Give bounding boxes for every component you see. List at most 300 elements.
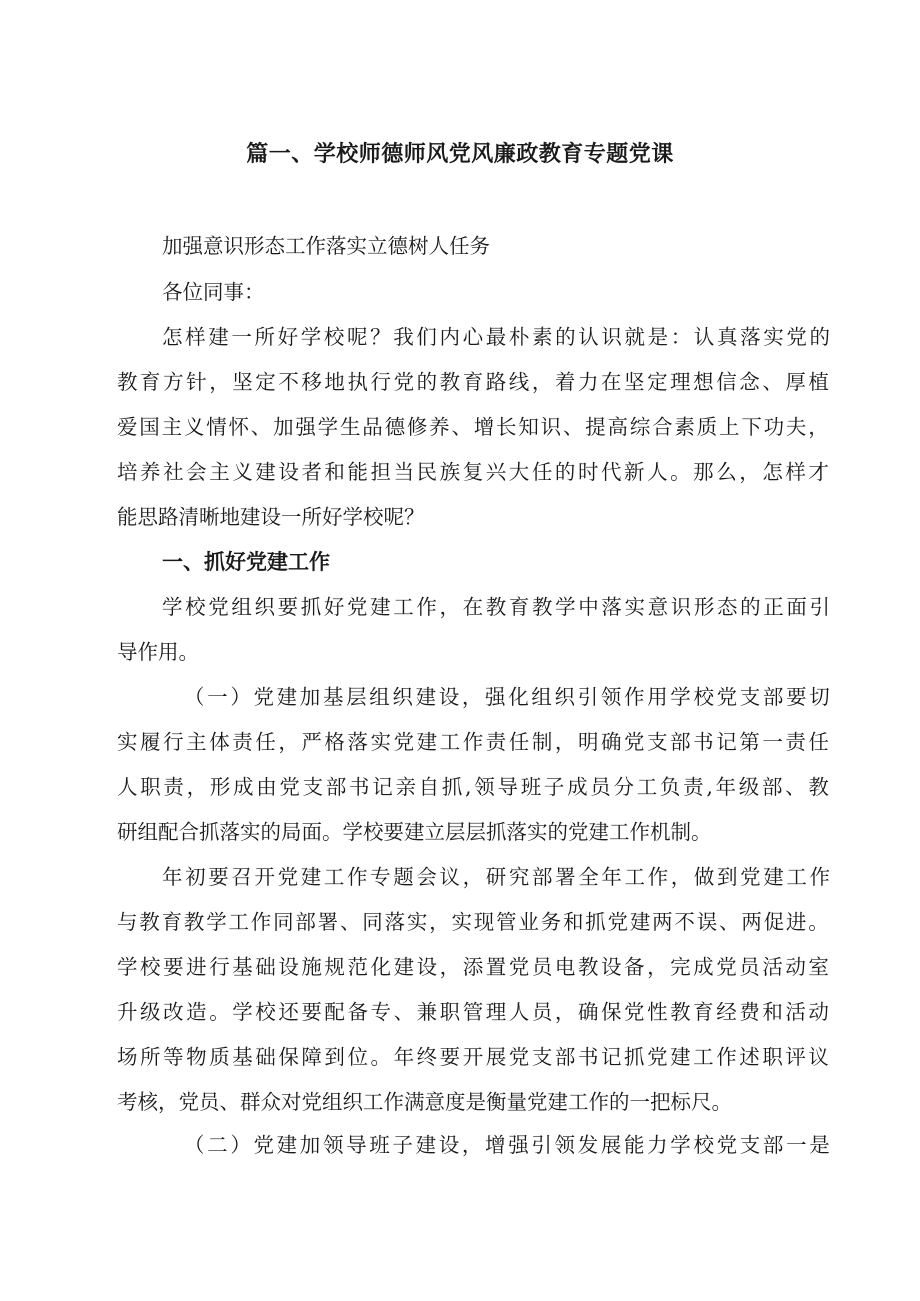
text-char: 学 — [232, 1000, 253, 1024]
text-char: 综 — [629, 415, 651, 439]
text-char: 基 — [232, 1045, 253, 1069]
paragraph-4-line-1 — [162, 862, 830, 892]
text-char: 年 — [601, 865, 622, 889]
text-char: 建 — [629, 910, 651, 934]
text-char: 要 — [786, 685, 807, 709]
text-char: 责 — [163, 775, 184, 799]
text-char: 教 — [183, 910, 205, 934]
text-char: 严 — [301, 730, 322, 754]
text-char: 配 — [324, 1000, 345, 1024]
text-char: 强 — [485, 685, 506, 709]
text-char: 义 — [232, 460, 253, 484]
text-char: 和 — [324, 460, 345, 484]
text-char: 。 — [670, 460, 691, 484]
text-char: 学 — [317, 415, 339, 439]
text-char: 知 — [518, 415, 539, 439]
text-char: 抓 — [624, 1045, 645, 1069]
text-char: （ — [184, 1133, 205, 1157]
text-char: 意 — [647, 595, 669, 619]
text-char: ， — [531, 370, 553, 394]
text-char: 领 — [554, 1133, 575, 1157]
text-char: 我 — [393, 325, 414, 349]
text-char: 实 — [624, 595, 645, 619]
text-char: 能 — [623, 1133, 645, 1157]
text-char: 一 — [762, 730, 783, 754]
text-char: 规 — [324, 955, 345, 979]
text-char: 任 — [808, 730, 829, 754]
text-char: 学 — [670, 1133, 691, 1157]
text-char: 建 — [276, 685, 298, 709]
text-char: 学 — [555, 595, 576, 619]
text-char: 党 — [277, 865, 299, 889]
text-char: ， — [670, 865, 692, 889]
text-char: 落 — [601, 595, 622, 619]
text-char: 责 — [485, 730, 507, 754]
text-char: 两 — [741, 910, 762, 934]
text-char: 怎 — [162, 325, 183, 349]
paragraph-4-line-2 — [117, 907, 829, 937]
text-char: 党 — [393, 370, 415, 394]
text-char: 等 — [163, 1045, 184, 1069]
text-char: 作 — [809, 865, 830, 889]
text-char: 所 — [254, 325, 275, 349]
text-char: 织 — [392, 685, 413, 709]
text-char: 党 — [647, 1045, 668, 1069]
text-char: 支 — [739, 1133, 761, 1157]
text-char: 不 — [278, 370, 299, 394]
text-char: 任 — [508, 730, 530, 754]
text-char: 级 — [738, 775, 760, 799]
text-char: 员 — [531, 1000, 553, 1024]
text-char: 抓 — [300, 595, 322, 619]
document-title: 篇一、学校师德师风党风廉政教育专题党课 — [246, 142, 674, 167]
text-char: 记 — [716, 730, 737, 754]
text-char: 人 — [508, 1000, 530, 1024]
text-char: 子 — [543, 775, 565, 799]
text-char: 、 — [250, 415, 272, 439]
text-char: 员 — [531, 955, 553, 979]
text-char: 作 — [623, 685, 645, 709]
text-char: 复 — [462, 460, 484, 484]
text-char: 要 — [277, 595, 299, 619]
text-char: 定 — [255, 370, 276, 394]
paragraph-4-line-5 — [117, 1042, 829, 1072]
greeting: 各位同事： — [162, 280, 265, 304]
text-char: 学 — [206, 910, 227, 934]
text-char: 校 — [693, 685, 714, 709]
text-char: 管 — [496, 910, 517, 934]
text-char: 支 — [739, 685, 761, 709]
text-char: 位 — [347, 1045, 368, 1069]
text-char: 才 — [808, 460, 829, 484]
text-char: 主 — [161, 415, 183, 439]
text-char: 养 — [140, 460, 161, 484]
text-char: 二 — [207, 1133, 228, 1157]
text-char: 员 — [590, 775, 611, 799]
text-char: 完 — [670, 955, 691, 979]
text-char: 履 — [140, 730, 161, 754]
text-char: 学 — [670, 685, 691, 709]
text-char: 实 — [117, 730, 138, 754]
text-char: 社 — [163, 460, 184, 484]
text-char: 置 — [485, 955, 507, 979]
text-char: 校 — [185, 595, 206, 619]
text-char: 添 — [462, 955, 484, 979]
text-char: 工 — [393, 595, 414, 619]
text-char: 班 — [369, 1133, 390, 1157]
text-char: 第 — [739, 730, 760, 754]
text-char: 同 — [362, 910, 383, 934]
text-char: 党 — [624, 1000, 645, 1024]
text-char: 实 — [370, 730, 392, 754]
text-char: 定 — [647, 370, 668, 394]
text-char: ， — [209, 370, 230, 394]
text-char: 级 — [140, 1000, 161, 1024]
text-char: 、 — [393, 1000, 415, 1024]
text-char: 情 — [206, 415, 227, 439]
text-char: 两 — [652, 910, 673, 934]
text-char: 能 — [347, 460, 368, 484]
text-char: ） — [230, 685, 251, 709]
text-char: 引 — [531, 1133, 552, 1157]
text-char: 作 — [416, 595, 437, 619]
text-char: 着 — [554, 370, 576, 394]
text-char: 地 — [324, 370, 345, 394]
text-char: 针 — [186, 370, 207, 394]
text-char: 层 — [346, 685, 367, 709]
text-char: 自 — [418, 775, 440, 799]
text-char: 会 — [186, 460, 207, 484]
text-char: 专 — [370, 1000, 392, 1024]
text-char: ， — [461, 1133, 483, 1157]
text-char: 专 — [370, 865, 391, 889]
text-char: 移 — [301, 370, 322, 394]
text-char: 建 — [415, 685, 437, 709]
text-char: 初 — [185, 865, 206, 889]
text-char: 兼 — [416, 1000, 438, 1024]
text-char: 评 — [785, 1045, 806, 1069]
document-subtitle: 加强意识形态工作落实立德树人任务 — [162, 234, 490, 258]
text-char: 育 — [693, 1000, 714, 1024]
section-1-heading: 一、抓好党建工作 — [162, 550, 330, 574]
text-char: 工 — [693, 1045, 714, 1069]
text-char: 念 — [739, 370, 760, 394]
text-char: 务 — [540, 910, 562, 934]
text-char: 落 — [384, 910, 406, 934]
text-char: 全 — [578, 865, 599, 889]
text-char: 班 — [520, 775, 542, 799]
text-char: 培 — [117, 460, 138, 484]
text-char: 和 — [562, 910, 584, 934]
text-char: 职 — [439, 1000, 461, 1024]
text-char: 就 — [624, 325, 645, 349]
text-char: 加 — [299, 1133, 321, 1157]
text-char: 校 — [323, 325, 345, 349]
paragraph-2-line-1 — [162, 592, 830, 622]
text-char: 实 — [763, 325, 784, 349]
text-char: 想 — [693, 370, 714, 394]
text-char: 育 — [140, 370, 161, 394]
text-char: 展 — [485, 1045, 507, 1069]
text-char: 上 — [719, 415, 740, 439]
text-char: 责 — [785, 730, 806, 754]
text-char: 织 — [254, 595, 275, 619]
text-char: 校 — [140, 955, 161, 979]
text-char: 质 — [209, 1045, 230, 1069]
text-char: 学 — [117, 955, 138, 979]
text-char: 教 — [117, 370, 138, 394]
text-char: 保 — [600, 1000, 622, 1024]
text-char: 行 — [209, 955, 230, 979]
text-char: 教 — [670, 1000, 691, 1024]
text-char: 明 — [577, 730, 599, 754]
text-char: 体 — [209, 730, 230, 754]
text-char: 署 — [317, 910, 339, 934]
text-char: 开 — [254, 865, 275, 889]
text-char: 怀 — [228, 415, 249, 439]
text-char: 党 — [716, 955, 737, 979]
text-char: 样 — [185, 325, 206, 349]
text-char: 党 — [716, 685, 738, 709]
text-char: 领 — [600, 685, 622, 709]
text-char: 场 — [117, 1045, 138, 1069]
text-char: 好 — [323, 595, 345, 619]
text-char: ， — [739, 460, 760, 484]
paragraph-3-line-1 — [184, 682, 830, 712]
text-char: 和 — [762, 1000, 783, 1024]
text-char: 年 — [393, 1045, 415, 1069]
text-char: 一 — [231, 325, 252, 349]
text-char: 工 — [636, 775, 658, 799]
text-char: 部 — [762, 685, 784, 709]
text-char: 爱 — [117, 415, 138, 439]
text-char: 校 — [255, 1000, 276, 1024]
text-char: 议 — [808, 1045, 829, 1069]
text-char: 工 — [624, 865, 645, 889]
text-char: 任 — [255, 730, 276, 754]
text-char: 代 — [600, 460, 622, 484]
text-char: 加 — [273, 415, 294, 439]
text-char: 担 — [370, 460, 392, 484]
text-char: 书 — [693, 730, 714, 754]
text-char: 升 — [117, 1000, 138, 1024]
text-char: 作 — [462, 730, 484, 754]
text-char: 线 — [508, 370, 530, 394]
text-char: 发 — [577, 1133, 599, 1157]
text-char: 到 — [324, 1045, 345, 1069]
text-char: 厚 — [785, 370, 806, 394]
text-char: 育 — [161, 910, 183, 934]
text-char: 心 — [462, 325, 484, 349]
text-char: 党 — [624, 730, 645, 754]
text-char: 动 — [785, 955, 806, 979]
text-char: 么 — [716, 460, 737, 484]
text-char: 组 — [231, 595, 252, 619]
text-char: 一 — [786, 1133, 807, 1157]
text-char: 党 — [508, 1045, 530, 1069]
text-char: 路 — [485, 370, 507, 394]
text-char: 记 — [600, 1045, 622, 1069]
text-char: 的 — [740, 595, 761, 619]
text-char: 的 — [809, 325, 830, 349]
text-char: 物 — [186, 1045, 207, 1069]
text-char: 成 — [233, 775, 254, 799]
text-char: 强 — [508, 1133, 529, 1157]
paragraph-5-line-1 — [184, 1130, 830, 1160]
text-char: 误 — [696, 910, 718, 934]
paragraph-1-line-2 — [117, 367, 829, 397]
text-char: 高 — [607, 415, 629, 439]
text-char: 基 — [232, 955, 253, 979]
text-char: 教 — [808, 775, 829, 799]
text-char: 、 — [719, 910, 740, 934]
text-char: 德 — [384, 415, 406, 439]
text-char: 支 — [531, 1045, 553, 1069]
text-char: ） — [230, 1133, 251, 1157]
text-char: 业 — [518, 910, 539, 934]
text-char: 引 — [809, 595, 830, 619]
text-char: 增 — [485, 1133, 506, 1157]
text-char: 研 — [485, 865, 507, 889]
text-char: 党 — [347, 595, 368, 619]
text-char: 究 — [508, 865, 530, 889]
text-char: 义 — [183, 415, 205, 439]
text-char: 认 — [578, 325, 599, 349]
text-char: 夫 — [785, 415, 807, 439]
text-char: , — [706, 775, 713, 799]
text-char: 议 — [439, 865, 460, 889]
text-char: 、 — [562, 415, 584, 439]
text-char: 领 — [474, 775, 495, 799]
text-char: 素 — [532, 325, 553, 349]
text-char: 设 — [438, 685, 460, 709]
text-char: 、 — [785, 775, 806, 799]
text-char: 记 — [372, 775, 393, 799]
paragraph-3-line-2 — [117, 727, 829, 757]
text-char: 书 — [349, 775, 370, 799]
text-char: 行 — [370, 370, 392, 394]
text-char: 大 — [508, 460, 530, 484]
text-char: 设 — [416, 955, 438, 979]
text-char: 方 — [163, 370, 184, 394]
text-char: 部 — [670, 730, 691, 754]
text-char: 实 — [451, 910, 472, 934]
text-char: 的 — [416, 370, 438, 394]
text-char: 导 — [497, 775, 518, 799]
text-char: 制 — [531, 730, 553, 754]
text-char: ， — [462, 865, 484, 889]
text-char: 化 — [508, 685, 529, 709]
text-char: 那 — [693, 460, 714, 484]
text-char: 切 — [809, 685, 830, 709]
text-char: 同 — [273, 910, 294, 934]
text-char: 部 — [761, 775, 783, 799]
text-char: 础 — [255, 1045, 276, 1069]
text-char: 还 — [278, 1000, 299, 1024]
text-char: 信 — [716, 370, 737, 394]
text-char: 内 — [439, 325, 460, 349]
text-char: 时 — [577, 460, 599, 484]
text-char: 怎 — [762, 460, 783, 484]
text-char: 格 — [324, 730, 345, 754]
paragraph-4-line-4 — [117, 997, 829, 1027]
text-char: 用 — [647, 685, 668, 709]
text-char: 教 — [139, 910, 160, 934]
text-char: 党 — [253, 685, 274, 709]
text-char: 设 — [278, 460, 299, 484]
text-char: 基 — [322, 685, 344, 709]
text-char: 础 — [255, 955, 276, 979]
text-char: 会 — [416, 865, 437, 889]
text-char: 是 — [809, 1133, 830, 1157]
text-char: 支 — [302, 775, 324, 799]
text-char: 育 — [462, 370, 484, 394]
text-char: 民 — [416, 460, 438, 484]
text-char: 素 — [674, 415, 695, 439]
text-char: 执 — [347, 370, 368, 394]
text-char: 。 — [370, 1045, 392, 1069]
text-char: 部 — [762, 1133, 784, 1157]
text-char: 性 — [647, 1000, 668, 1024]
text-char: ？ — [370, 325, 391, 349]
text-char: ， — [554, 1000, 576, 1024]
text-char: 设 — [438, 1133, 460, 1157]
text-char: 强 — [295, 415, 316, 439]
text-char: 召 — [231, 865, 252, 889]
paragraph-4-line-6: 考核，党员、群众对党组织工作满意度是衡量党建工作的一把标尺。 — [117, 1090, 732, 1114]
text-char: 工 — [228, 910, 249, 934]
text-char: 经 — [716, 1000, 737, 1024]
text-char: 工 — [439, 730, 461, 754]
text-char: 校 — [693, 1133, 714, 1157]
text-char: 年 — [162, 865, 183, 889]
text-char: 提 — [585, 415, 606, 439]
text-char: 部 — [325, 775, 347, 799]
text-char: 、 — [339, 910, 361, 934]
text-char: 们 — [416, 325, 437, 349]
text-char: 管 — [462, 1000, 484, 1024]
text-char: 职 — [140, 775, 161, 799]
paragraph-2-line-2: 导作用。 — [117, 640, 199, 664]
text-char: 员 — [739, 955, 760, 979]
text-char: 养 — [429, 415, 450, 439]
text-char: 署 — [555, 865, 576, 889]
text-char: 是 — [647, 325, 669, 349]
paragraph-1-line-1 — [162, 322, 830, 352]
text-char: 、 — [762, 370, 783, 394]
text-char: 要 — [208, 865, 229, 889]
text-char: 。 — [808, 910, 829, 934]
text-char: 导 — [346, 1133, 367, 1157]
text-char: ， — [278, 730, 299, 754]
text-char: ， — [647, 955, 668, 979]
text-char: 部 — [295, 910, 316, 934]
text-char: 确 — [577, 1000, 599, 1024]
text-char: 促 — [763, 910, 785, 934]
text-char: ， — [439, 955, 461, 979]
paragraph-1-line-3 — [117, 412, 829, 442]
text-char: 成 — [693, 955, 714, 979]
text-char: 建 — [415, 1133, 437, 1157]
text-char: 年 — [715, 775, 737, 799]
text-char: 亲 — [395, 775, 416, 799]
text-char: 最 — [485, 325, 507, 349]
text-char: 族 — [439, 460, 461, 484]
text-char: 范 — [347, 955, 368, 979]
text-char: 的 — [554, 460, 576, 484]
text-char: 要 — [439, 1045, 461, 1069]
text-char: 造 — [186, 1000, 207, 1024]
